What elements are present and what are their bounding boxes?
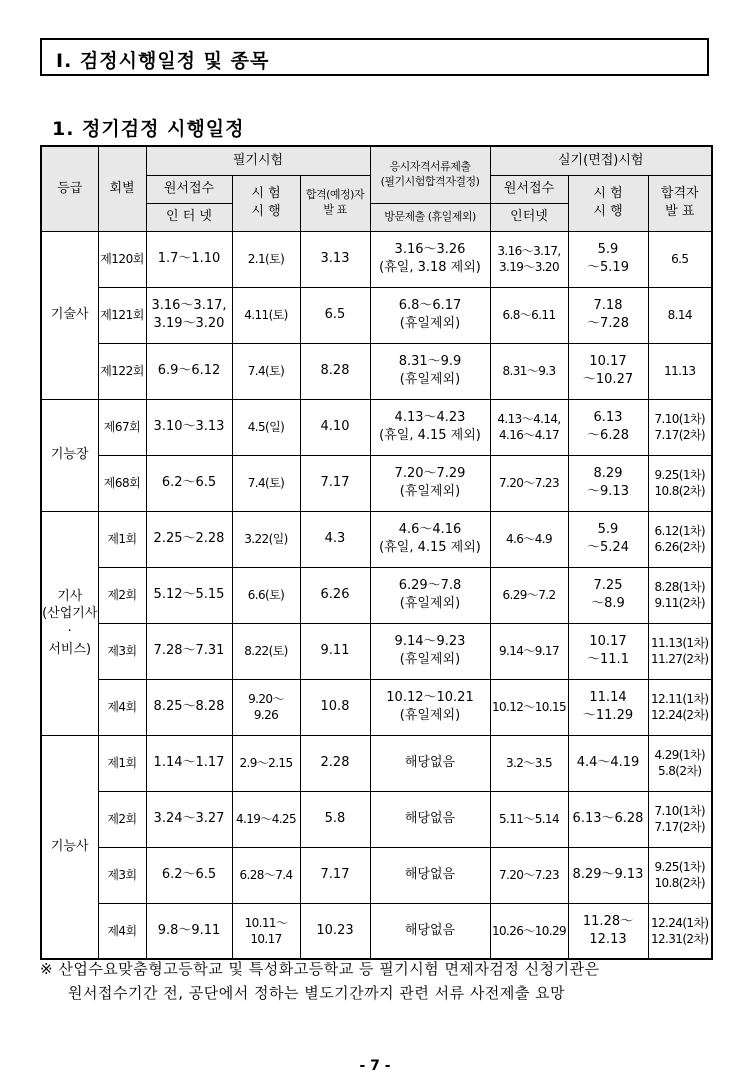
w-pass-cell: 5.8	[300, 791, 370, 847]
w-exam-cell: 4.19～4.25	[232, 791, 300, 847]
p-apply-cell: 4.6～4.9	[490, 511, 568, 567]
p-pass-cell: 12.11(1차) 12.24(2차)	[648, 679, 712, 735]
p-pass-cell: 9.25(1차) 10.8(2차)	[648, 847, 712, 903]
footnote-line1: ※ 산업수요맞춤형고등학교 및 특성화고등학교 등 필기시험 면제자검정 신청기관은	[40, 960, 600, 978]
footnote	[40, 957, 730, 1005]
grade-cell: 기사 (산업기사 · 서비스)	[41, 511, 98, 735]
p-apply-cell: 10.26～10.29	[490, 903, 568, 959]
p-pass-cell: 12.24(1차) 12.31(2차)	[648, 903, 712, 959]
w-apply-cell: 6.2～6.5	[146, 847, 232, 903]
w-pass-cell: 9.11	[300, 623, 370, 679]
w-apply-cell: 1.14～1.17	[146, 735, 232, 791]
p-exam-cell: 8.29 ～9.13	[568, 455, 648, 511]
header-written-internet: 인 터 넷	[146, 203, 232, 231]
w-exam-cell: 7.4(토)	[232, 343, 300, 399]
p-apply-cell: 9.14～9.17	[490, 623, 568, 679]
table-row	[41, 735, 712, 791]
w-apply-cell: 5.12～5.15	[146, 567, 232, 623]
header-written-exam	[232, 175, 300, 231]
table-row	[41, 343, 712, 399]
p-exam-cell: 6.13 ～6.28	[568, 399, 648, 455]
w-apply-cell: 3.24～3.27	[146, 791, 232, 847]
header-written-exam-line1: 시 험	[251, 186, 281, 202]
round-cell: 제121회	[98, 287, 146, 343]
p-pass-cell: 4.29(1차) 5.8(2차)	[648, 735, 712, 791]
round-cell: 제2회	[98, 567, 146, 623]
w-exam-cell: 2.1(토)	[232, 231, 300, 287]
header-docs-visit: 방문제출 (휴일제외)	[370, 203, 490, 231]
round-cell: 제4회	[98, 679, 146, 735]
p-apply-cell: 10.12～10.15	[490, 679, 568, 735]
table-row	[41, 399, 712, 455]
round-cell: 제2회	[98, 791, 146, 847]
w-exam-cell: 8.22(토)	[232, 623, 300, 679]
header-written-apply: 원서접수	[146, 175, 232, 203]
schedule-table	[40, 145, 713, 960]
w-exam-cell: 7.4(토)	[232, 455, 300, 511]
w-pass-cell: 6.5	[300, 287, 370, 343]
section-title-box	[40, 38, 709, 76]
table-row	[41, 623, 712, 679]
round-cell: 제67회	[98, 399, 146, 455]
p-exam-cell: 5.9 ～5.24	[568, 511, 648, 567]
p-apply-cell: 6.29～7.2	[490, 567, 568, 623]
round-cell: 제3회	[98, 623, 146, 679]
w-exam-cell: 4.11(토)	[232, 287, 300, 343]
p-pass-cell: 6.5	[648, 231, 712, 287]
round-cell: 제122회	[98, 343, 146, 399]
header-round: 회별	[98, 146, 146, 231]
docs-cell: 10.12～10.21 (휴일제외)	[370, 679, 490, 735]
header-docs	[370, 146, 490, 203]
w-exam-cell: 2.9～2.15	[232, 735, 300, 791]
p-pass-cell: 7.10(1차) 7.17(2차)	[648, 399, 712, 455]
w-exam-cell: 6.6(토)	[232, 567, 300, 623]
p-exam-cell: 8.29～9.13	[568, 847, 648, 903]
docs-cell: 4.6～4.16 (휴일, 4.15 제외)	[370, 511, 490, 567]
p-pass-cell: 8.14	[648, 287, 712, 343]
w-pass-cell: 7.17	[300, 847, 370, 903]
w-pass-cell: 8.28	[300, 343, 370, 399]
p-exam-cell: 5.9 ～5.19	[568, 231, 648, 287]
page-number: - 7 -	[359, 1058, 391, 1074]
section-title: Ⅰ. 검정시행일정 및 종목	[56, 50, 270, 72]
docs-cell: 해당없음	[370, 791, 490, 847]
w-exam-cell: 9.20～ 9.26	[232, 679, 300, 735]
p-apply-cell: 8.31～9.3	[490, 343, 568, 399]
w-apply-cell: 6.9～6.12	[146, 343, 232, 399]
w-apply-cell: 2.25～2.28	[146, 511, 232, 567]
w-pass-cell: 6.26	[300, 567, 370, 623]
w-apply-cell: 1.7～1.10	[146, 231, 232, 287]
table-row	[41, 903, 712, 959]
header-docs-line2: (필기시험합격자결정)	[380, 174, 480, 188]
header-practical-internet: 인터넷	[490, 203, 568, 231]
docs-cell: 7.20～7.29 (휴일제외)	[370, 455, 490, 511]
docs-cell: 6.8～6.17 (휴일제외)	[370, 287, 490, 343]
w-pass-cell: 10.8	[300, 679, 370, 735]
header-practical-exam-line1: 시 험	[593, 186, 623, 202]
table-row	[41, 791, 712, 847]
w-apply-cell: 9.8～9.11	[146, 903, 232, 959]
w-apply-cell: 3.16～3.17, 3.19～3.20	[146, 287, 232, 343]
table-row	[41, 567, 712, 623]
docs-cell: 해당없음	[370, 903, 490, 959]
table-row	[41, 847, 712, 903]
grade-cell: 기술사	[41, 231, 98, 399]
w-pass-cell: 2.28	[300, 735, 370, 791]
header-grade: 등급	[41, 146, 98, 231]
round-cell: 제4회	[98, 903, 146, 959]
p-apply-cell: 3.2～3.5	[490, 735, 568, 791]
docs-cell: 해당없음	[370, 735, 490, 791]
footnote-line2: 원서접수기간 전, 공단에서 정하는 별도기간까지 관련 서류 사전제출 요망	[68, 984, 566, 1002]
w-apply-cell: 3.10～3.13	[146, 399, 232, 455]
table-row	[41, 231, 712, 287]
header-written-pass	[300, 175, 370, 231]
w-apply-cell: 6.2～6.5	[146, 455, 232, 511]
table-row	[41, 455, 712, 511]
p-exam-cell: 6.13～6.28	[568, 791, 648, 847]
round-cell: 제1회	[98, 511, 146, 567]
w-exam-cell: 4.5(일)	[232, 399, 300, 455]
p-pass-cell: 7.10(1차) 7.17(2차)	[648, 791, 712, 847]
p-exam-cell: 11.14 ～11.29	[568, 679, 648, 735]
docs-cell: 8.31～9.9 (휴일제외)	[370, 343, 490, 399]
header-practical-pass-line2: 발 표	[665, 204, 695, 219]
w-apply-cell: 8.25～8.28	[146, 679, 232, 735]
docs-cell: 4.13～4.23 (휴일, 4.15 제외)	[370, 399, 490, 455]
w-pass-cell: 4.10	[300, 399, 370, 455]
p-apply-cell: 7.20～7.23	[490, 847, 568, 903]
table-row	[41, 511, 712, 567]
header-written-pass-line2: 발 표	[323, 203, 347, 216]
table-row	[41, 287, 712, 343]
docs-cell: 3.16～3.26 (휴일, 3.18 제외)	[370, 231, 490, 287]
docs-cell: 해당없음	[370, 847, 490, 903]
w-pass-cell: 10.23	[300, 903, 370, 959]
p-pass-cell: 8.28(1차) 9.11(2차)	[648, 567, 712, 623]
table-body	[41, 231, 712, 959]
p-apply-cell: 6.8～6.11	[490, 287, 568, 343]
header-practical: 실기(면접)시험	[490, 146, 712, 175]
header-practical-apply: 원서접수	[490, 175, 568, 203]
p-pass-cell: 11.13	[648, 343, 712, 399]
w-pass-cell: 3.13	[300, 231, 370, 287]
p-pass-cell: 9.25(1차) 10.8(2차)	[648, 455, 712, 511]
w-pass-cell: 4.3	[300, 511, 370, 567]
header-written: 필기시험	[146, 146, 370, 175]
header-practical-pass-line1: 합격자	[660, 186, 699, 202]
p-exam-cell: 7.25 ～8.9	[568, 567, 648, 623]
p-apply-cell: 3.16～3.17, 3.19～3.20	[490, 231, 568, 287]
header-practical-pass	[648, 175, 712, 231]
grade-cell: 기능사	[41, 735, 98, 959]
p-apply-cell: 5.11～5.14	[490, 791, 568, 847]
p-exam-cell: 10.17 ～10.27	[568, 343, 648, 399]
w-exam-cell: 3.22(일)	[232, 511, 300, 567]
p-exam-cell: 10.17 ～11.1	[568, 623, 648, 679]
header-practical-exam-line2: 시 행	[593, 204, 623, 219]
subsection-title: 1. 정기검정 시행일정	[52, 118, 245, 140]
p-pass-cell: 11.13(1차) 11.27(2차)	[648, 623, 712, 679]
header-practical-exam	[568, 175, 648, 231]
w-exam-cell: 6.28～7.4	[232, 847, 300, 903]
p-apply-cell: 7.20～7.23	[490, 455, 568, 511]
grade-cell: 기능장	[41, 399, 98, 511]
header-docs-line1: 응시자격서류제출	[389, 159, 471, 173]
round-cell: 제1회	[98, 735, 146, 791]
round-cell: 제120회	[98, 231, 146, 287]
p-exam-cell: 11.28～12.13	[568, 903, 648, 959]
p-apply-cell: 4.13～4.14, 4.16～4.17	[490, 399, 568, 455]
w-apply-cell: 7.28～7.31	[146, 623, 232, 679]
table-header	[41, 146, 712, 231]
w-exam-cell: 10.11～10.17	[232, 903, 300, 959]
header-written-exam-line2: 시 행	[251, 204, 281, 219]
w-pass-cell: 7.17	[300, 455, 370, 511]
round-cell: 제3회	[98, 847, 146, 903]
header-written-pass-line1: 합격(예정)자	[305, 188, 365, 202]
p-exam-cell: 4.4～4.19	[568, 735, 648, 791]
p-exam-cell: 7.18 ～7.28	[568, 287, 648, 343]
p-pass-cell: 6.12(1차) 6.26(2차)	[648, 511, 712, 567]
round-cell: 제68회	[98, 455, 146, 511]
docs-cell: 6.29～7.8 (휴일제외)	[370, 567, 490, 623]
docs-cell: 9.14～9.23 (휴일제외)	[370, 623, 490, 679]
table-row	[41, 679, 712, 735]
